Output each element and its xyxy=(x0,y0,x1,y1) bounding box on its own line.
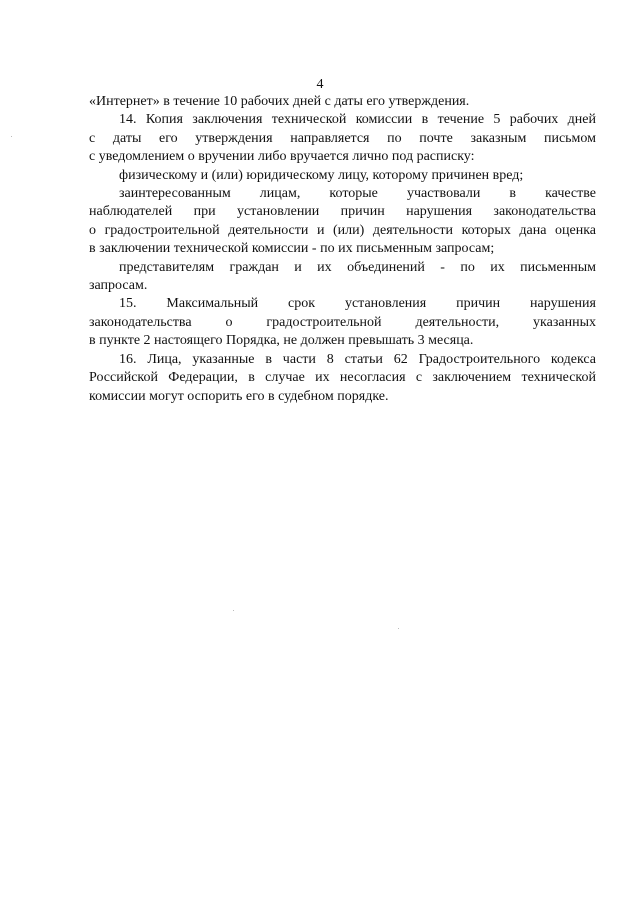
paragraph-16-line-3: комиссии могут оспорить его в судебном порядке. xyxy=(89,388,389,404)
paragraph-15-line-2: законодательства о градостроительной деятельности, указанных xyxy=(89,314,596,330)
paragraph-16-line-2: Российской Федерации, в случае их несогласия с заключением технической xyxy=(89,370,596,386)
paragraph-14-line-3: с уведомлением о вручении либо вручается лично под расписку: xyxy=(89,149,475,165)
scan-speck xyxy=(233,610,234,611)
recipient-item-interested-line-2: наблюдателей при установлении причин нарушения законодательства xyxy=(89,204,596,220)
scan-speck xyxy=(398,628,399,629)
recipient-item-interested-line-1: заинтересованным лицам, которые участвовали в качестве xyxy=(119,186,596,202)
paragraph-16-line-1: 16. Лица, указанные в части 8 статьи 62 Градостроительного кодекса xyxy=(119,351,596,367)
paragraph-14-line-2: с даты его утверждения направляется по почте заказным письмом xyxy=(89,130,596,146)
recipient-item-interested-line-3: о градостроительной деятельности и (или) деятельности которых дана оценка xyxy=(89,222,596,238)
document-body xyxy=(89,93,596,406)
recipient-item-interested-line-4: в заключении технической комиссии - по их письменным запросам; xyxy=(89,241,495,257)
recipient-item-physical: физическому и (или) юридическому лицу, которому причинен вред; xyxy=(119,167,524,183)
paragraph-15-line-1: 15. Максимальный срок установления причин нарушения xyxy=(119,296,596,312)
paragraph-14-line-1: 14. Копия заключения технической комиссии в течение 5 рабочих дней xyxy=(119,112,596,128)
page-number: 4 xyxy=(316,77,324,92)
recipient-item-representatives-line-1: представителям граждан и их объединений - по их письменным xyxy=(119,259,596,275)
scan-speck xyxy=(11,136,12,137)
paragraph-15-line-3: в пункте 2 настоящего Порядка, не должен превышать 3 месяца. xyxy=(89,333,474,349)
recipient-item-representatives-line-2: запросам. xyxy=(89,278,148,294)
paragraph-line-internet: «Интернет» в течение 10 рабочих дней с даты его утверждения. xyxy=(89,94,470,109)
